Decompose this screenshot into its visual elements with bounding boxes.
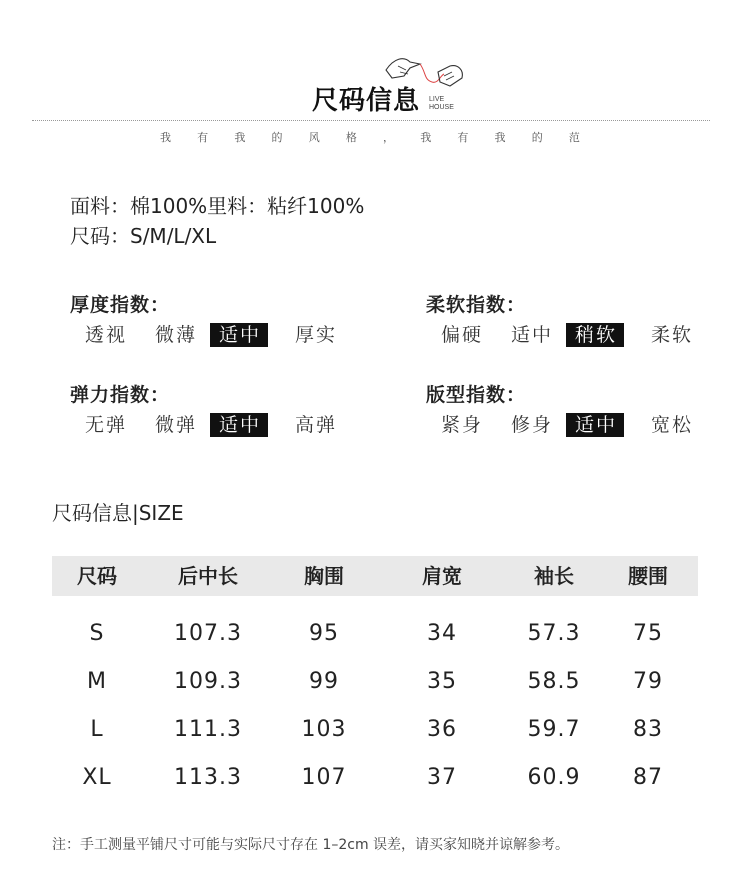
slogan-char: 我 <box>420 131 432 144</box>
slogan-char: 格 <box>345 131 357 144</box>
slogan-char: 的 <box>271 131 283 144</box>
slogan-char: 范 <box>568 131 580 144</box>
size-table-heading: 尺码信息|SIZE <box>52 501 184 525</box>
elasticity-option: 微弹 <box>154 414 197 436</box>
table-cell: 111.3 <box>174 717 242 742</box>
table-cell: 75 <box>633 621 663 646</box>
elasticity-option: 高弹 <box>294 414 337 436</box>
brand-mark <box>429 96 454 112</box>
elasticity-index <box>70 380 350 437</box>
page-title: 尺码信息 <box>312 86 421 116</box>
table-cell: S <box>89 621 105 646</box>
slogan-char: 我 <box>494 131 506 144</box>
table-cell: 87 <box>633 765 663 790</box>
available-sizes: 尺码：S/M/L/XL <box>70 224 217 248</box>
table-cell: 107 <box>301 765 347 790</box>
slogan-char: ， <box>383 131 395 144</box>
header-divider <box>32 120 710 121</box>
slogan-char: 我 <box>234 131 246 144</box>
table-cell: 99 <box>309 669 339 694</box>
slogan <box>160 129 580 145</box>
elasticity-option-selected: 适中 <box>210 413 268 437</box>
softness-index <box>426 290 706 347</box>
table-row <box>52 610 698 658</box>
softness-option-selected: 稍软 <box>566 323 624 347</box>
table-cell: 57.3 <box>527 621 581 646</box>
column-header: 胸围 <box>304 564 344 588</box>
table-cell: 107.3 <box>174 621 242 646</box>
table-cell: 79 <box>633 669 663 694</box>
fabric-info: 面料：棉100%里料：粘纤100% <box>70 194 365 218</box>
table-cell: 95 <box>309 621 339 646</box>
column-header: 肩宽 <box>422 564 462 588</box>
elasticity-option: 无弹 <box>84 414 127 436</box>
column-header: 袖长 <box>534 564 574 588</box>
fit-index <box>426 380 706 437</box>
fit-option: 紧身 <box>440 414 483 436</box>
table-cell: 103 <box>301 717 347 742</box>
slogan-char: 有 <box>197 131 209 144</box>
table-cell: XL <box>82 765 112 790</box>
table-cell: 60.9 <box>527 765 581 790</box>
fit-option-selected: 适中 <box>566 413 624 437</box>
slogan-char: 有 <box>457 131 469 144</box>
thickness-index <box>70 290 350 347</box>
table-cell: 37 <box>427 765 457 790</box>
thickness-option: 厚实 <box>294 324 337 346</box>
column-header: 腰围 <box>628 564 668 588</box>
fit-title: 版型指数： <box>426 384 527 406</box>
softness-option: 偏硬 <box>440 324 483 346</box>
thickness-option: 透视 <box>84 324 127 346</box>
table-row <box>52 754 698 802</box>
thickness-option-selected: 适中 <box>210 323 268 347</box>
size-table-body <box>52 610 698 802</box>
table-cell: 83 <box>633 717 663 742</box>
table-cell: 113.3 <box>174 765 242 790</box>
table-row <box>52 706 698 754</box>
size-table-header <box>52 556 698 596</box>
table-cell: 58.5 <box>527 669 581 694</box>
thickness-option: 微薄 <box>154 324 197 346</box>
thickness-title: 厚度指数： <box>70 294 171 316</box>
table-cell: 35 <box>427 669 457 694</box>
measurement-note: 注：手工测量平铺尺寸可能与实际尺寸存在 1–2cm 误差，请买家知晓并谅解参考。 <box>52 837 570 853</box>
table-cell: 36 <box>427 717 457 742</box>
slogan-char: 风 <box>308 131 320 144</box>
table-cell: 34 <box>427 621 457 646</box>
table-row <box>52 658 698 706</box>
table-cell: 59.7 <box>527 717 581 742</box>
brand-line-2: HOUSE <box>429 104 454 111</box>
slogan-char: 的 <box>531 131 543 144</box>
fit-option: 修身 <box>510 414 553 436</box>
fit-option: 宽松 <box>650 414 693 436</box>
slogan-char: 我 <box>160 131 171 144</box>
softness-option: 柔软 <box>650 324 693 346</box>
elasticity-title: 弹力指数： <box>70 384 171 406</box>
column-header: 尺码 <box>77 564 117 588</box>
brand-line-1: LIVE <box>429 96 445 103</box>
table-cell: M <box>87 669 107 694</box>
softness-option: 适中 <box>510 324 553 346</box>
table-cell: L <box>90 717 104 742</box>
table-cell: 109.3 <box>174 669 242 694</box>
softness-title: 柔软指数： <box>426 294 527 316</box>
column-header: 后中长 <box>178 564 238 588</box>
